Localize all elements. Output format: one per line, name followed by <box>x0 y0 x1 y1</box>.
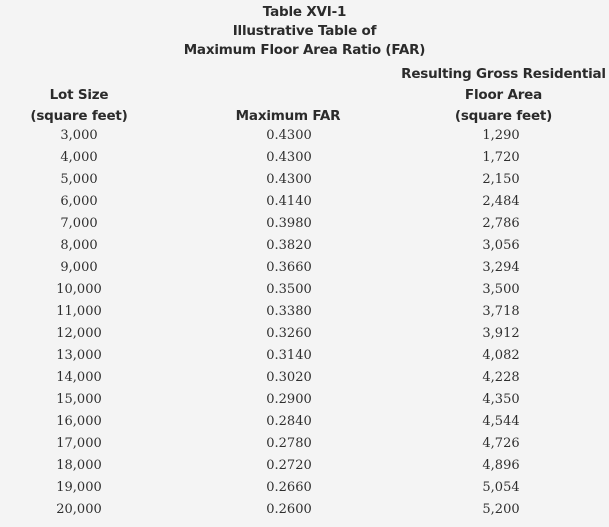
table-row <box>0 191 609 213</box>
max-far-cell: 0.4300 <box>266 150 312 165</box>
max-far-cell: 0.4300 <box>266 172 312 187</box>
max-far-cell: 0.3500 <box>266 282 312 297</box>
max-far-cell: 0.3980 <box>266 216 312 231</box>
table-body <box>0 125 609 521</box>
max-far-cell: 0.2660 <box>266 480 312 495</box>
table-row <box>0 367 609 389</box>
header-lot-size-line2: (square feet) <box>30 108 128 124</box>
gross-area-cell: 2,150 <box>482 172 520 187</box>
gross-area-cell: 3,718 <box>482 304 520 319</box>
lot-size-cell: 16,000 <box>56 414 102 429</box>
table-row <box>0 477 609 499</box>
lot-size-cell: 13,000 <box>56 348 102 363</box>
max-far-cell: 0.3020 <box>266 370 312 385</box>
lot-size-cell: 15,000 <box>56 392 102 407</box>
gross-area-cell: 4,544 <box>482 414 520 429</box>
gross-area-cell: 4,350 <box>482 392 520 407</box>
lot-size-cell: 19,000 <box>56 480 102 495</box>
gross-area-cell: 3,500 <box>482 282 520 297</box>
lot-size-cell: 17,000 <box>56 436 102 451</box>
table-row <box>0 323 609 345</box>
max-far-cell: 0.2720 <box>266 458 312 473</box>
header-max-far <box>208 106 368 127</box>
lot-size-cell: 20,000 <box>56 502 102 517</box>
max-far-cell: 0.3660 <box>266 260 312 275</box>
max-far-cell: 0.4140 <box>266 194 312 209</box>
max-far-cell: 0.3260 <box>266 326 312 341</box>
lot-size-cell: 18,000 <box>56 458 102 473</box>
table-row <box>0 389 609 411</box>
lot-size-cell: 7,000 <box>60 216 98 231</box>
lot-size-cell: 9,000 <box>60 260 98 275</box>
gross-area-cell: 2,484 <box>482 194 520 209</box>
table-row <box>0 213 609 235</box>
table-row <box>0 147 609 169</box>
table-row <box>0 257 609 279</box>
lot-size-cell: 8,000 <box>60 238 98 253</box>
lot-size-cell: 4,000 <box>60 150 98 165</box>
max-far-cell: 0.2780 <box>266 436 312 451</box>
lot-size-cell: 14,000 <box>56 370 102 385</box>
table-row <box>0 301 609 323</box>
lot-size-cell: 5,000 <box>60 172 98 187</box>
header-lot-size-line1: Lot Size <box>49 87 109 103</box>
gross-area-cell: 1,720 <box>482 150 520 165</box>
gross-area-cell: 2,786 <box>482 216 520 231</box>
gross-area-cell: 5,054 <box>482 480 520 495</box>
lot-size-cell: 12,000 <box>56 326 102 341</box>
gross-area-cell: 4,726 <box>482 436 520 451</box>
max-far-cell: 0.2600 <box>266 502 312 517</box>
max-far-cell: 0.3820 <box>266 238 312 253</box>
gross-area-cell: 3,056 <box>482 238 520 253</box>
gross-area-cell: 3,294 <box>482 260 520 275</box>
gross-area-cell: 4,082 <box>482 348 520 363</box>
table-title <box>0 3 609 60</box>
max-far-cell: 0.4300 <box>266 128 312 143</box>
gross-area-cell: 4,896 <box>482 458 520 473</box>
table-number: Table XVI-1 <box>262 4 347 20</box>
max-far-cell: 0.3380 <box>266 304 312 319</box>
header-gross-line1: Resulting Gross Residential <box>401 66 606 82</box>
lot-size-cell: 6,000 <box>60 194 98 209</box>
gross-area-cell: 5,200 <box>482 502 520 517</box>
table-row <box>0 345 609 367</box>
table-row <box>0 279 609 301</box>
table-row <box>0 125 609 147</box>
table-subtitle: Illustrative Table of <box>232 23 377 39</box>
header-gross-line3: (square feet) <box>454 108 553 124</box>
table-row <box>0 235 609 257</box>
table-row <box>0 499 609 521</box>
table-row <box>0 169 609 191</box>
lot-size-cell: 10,000 <box>56 282 102 297</box>
header-max-far-line1: Maximum FAR <box>235 108 341 124</box>
gross-area-cell: 4,228 <box>482 370 520 385</box>
max-far-cell: 0.2840 <box>266 414 312 429</box>
lot-size-cell: 11,000 <box>56 304 102 319</box>
header-gross-line2: Floor Area <box>464 87 543 103</box>
table-row <box>0 411 609 433</box>
lot-size-cell: 3,000 <box>60 128 98 143</box>
table-caption: Maximum Floor Area Ratio (FAR) <box>183 42 426 58</box>
max-far-cell: 0.3140 <box>266 348 312 363</box>
table-row <box>0 455 609 477</box>
gross-area-cell: 3,912 <box>482 326 520 341</box>
max-far-cell: 0.2900 <box>266 392 312 407</box>
header-gross-floor-area <box>398 64 609 127</box>
header-lot-size <box>0 85 158 127</box>
gross-area-cell: 1,290 <box>482 128 520 143</box>
table-row <box>0 433 609 455</box>
